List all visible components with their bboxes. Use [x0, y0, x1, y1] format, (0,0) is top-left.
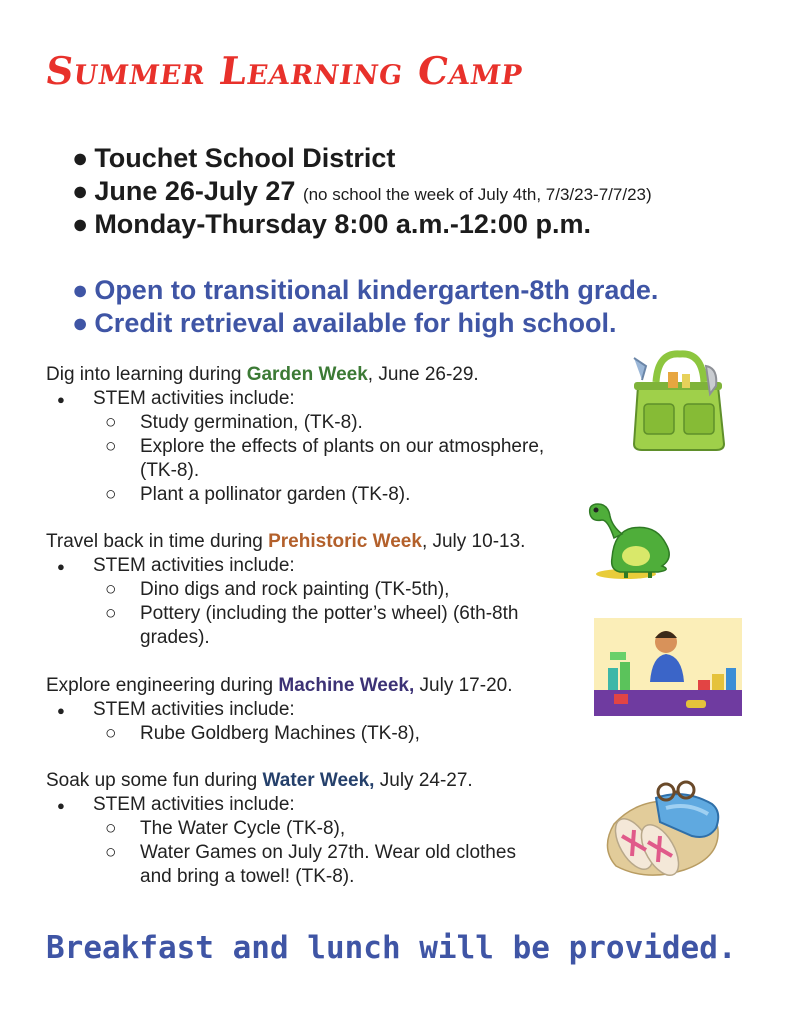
prehistoric-week-intro: Travel back in time during Prehistoric Week, July 10-13.: [46, 531, 526, 552]
garden-item: ○ Plant a pollinator garden (TK-8).: [105, 484, 411, 505]
water-item: ○ The Water Cycle (TK-8),: [105, 818, 346, 839]
footer-meals: Breakfast and lunch will be provided.: [46, 930, 737, 966]
garden-week-name: Garden Week: [246, 364, 368, 385]
page-title: Summer Learning Camp: [42, 48, 527, 93]
child-building-blocks-icon: [594, 618, 742, 716]
bullet-district: ● Touchet School District: [72, 143, 396, 173]
prehistoric-stem-bullet: ● STEM activities include:: [57, 555, 295, 576]
prehistoric-item: ○ Dino digs and rock painting (TK-5th),: [105, 579, 450, 600]
bullet-credit: ● Credit retrieval available for high school.: [72, 308, 617, 338]
dates-note: (no school the week of July 4th, 7/3/23-7/7/23): [302, 185, 652, 204]
prehistoric-item: ○ Pottery (including the potter’s wheel) (6th-8th: [105, 603, 519, 624]
water-week-name: Water Week,: [262, 770, 375, 791]
machine-week-intro: Explore engineering during Machine Week, July 17-20.: [46, 675, 513, 696]
machine-week-name: Machine Week,: [278, 675, 415, 696]
water-stem-bullet: ● STEM activities include:: [57, 794, 295, 815]
water-item: ○ Water Games on July 27th. Wear old clothes: [105, 842, 516, 863]
garden-bag-icon: [628, 346, 728, 452]
garden-item: ○ Study germination, (TK-8).: [105, 412, 363, 433]
machine-item: ○ Rube Goldberg Machines (TK-8),: [105, 723, 420, 744]
garden-stem-bullet: ● STEM activities include:: [57, 388, 295, 409]
garden-week-intro: Dig into learning during Garden Week, June 26-29.: [46, 364, 479, 385]
water-week-intro: Soak up some fun during Water Week, July 24-27.: [46, 770, 473, 791]
prehistoric-item-continued: grades).: [140, 627, 210, 648]
prehistoric-week-name: Prehistoric Week: [268, 531, 422, 552]
bullet-dates: ● June 26-July 27 (no school the week of July 4th, 7/3/23-7/7/23): [72, 176, 652, 206]
dinosaur-icon: [586, 498, 678, 582]
bullet-grades: ● Open to transitional kindergarten-8th grade.: [72, 275, 659, 305]
garden-item-continued: (TK-8).: [140, 460, 200, 481]
machine-stem-bullet: ● STEM activities include:: [57, 699, 295, 720]
water-item-continued: and bring a towel! (TK-8).: [140, 866, 355, 887]
sandals-towel-icon: [600, 778, 722, 880]
garden-item: ○ Explore the effects of plants on our atmosphere,: [105, 436, 545, 457]
bullet-schedule: ● Monday-Thursday 8:00 a.m.-12:00 p.m.: [72, 209, 591, 239]
